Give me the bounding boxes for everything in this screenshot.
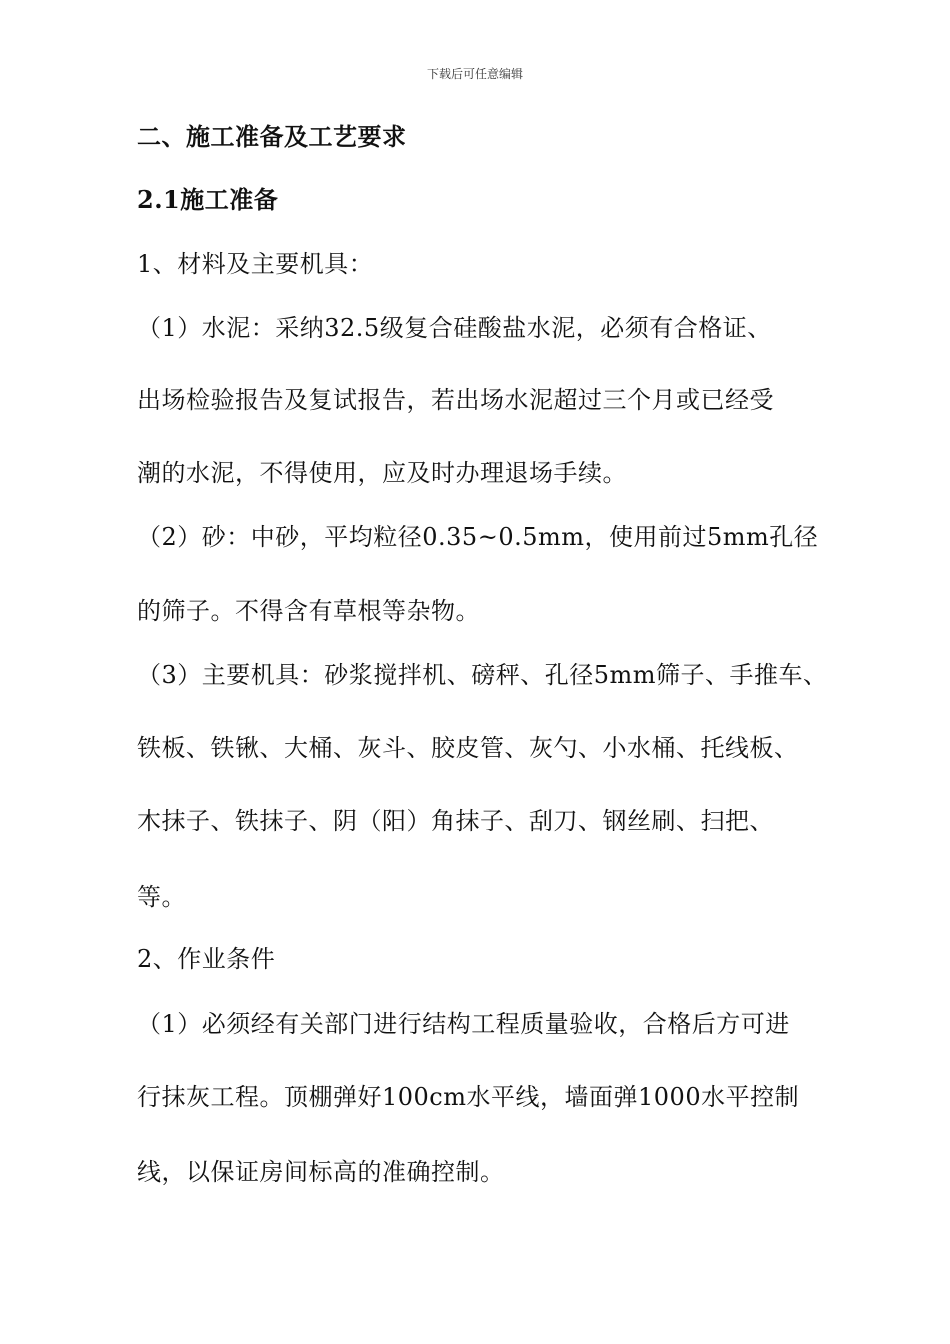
paragraph-line: （1）必须经有关部门进行结构工程质量验收，合格后方可进: [137, 1010, 790, 1038]
paragraph-line: 线，以保证房间标高的准确控制。: [137, 1158, 505, 1186]
paragraph-line: 木抹子、铁抹子、阴（阳）角抹子、刮刀、钢丝刷、扫把、: [137, 807, 774, 835]
paragraph-line: 出场检验报告及复试报告，若出场水泥超过三个月或已经受: [137, 386, 774, 414]
subsection-heading: 2.1施工准备: [137, 185, 279, 214]
paragraph-line: 1、材料及主要机具：: [137, 250, 374, 278]
paragraph-line: 潮的水泥，不得使用，应及时办理退场手续。: [137, 459, 627, 487]
header-note: 下载后可任意编辑: [426, 67, 523, 81]
paragraph-line: 铁板、铁锹、大桶、灰斗、胶皮管、灰勺、小水桶、托线板、: [137, 734, 799, 762]
paragraph-line: 2、作业条件: [137, 945, 276, 973]
paragraph-line: （3）主要机具：砂浆搅拌机、磅秤、孔径5mm筛子、手推车、: [137, 661, 828, 689]
paragraph-line: （2）砂：中砂，平均粒径0.35~0.5mm，使用前过5mm孔径: [137, 523, 819, 551]
section-heading: 二、施工准备及工艺要求: [137, 122, 407, 151]
paragraph-line: 的筛子。不得含有草根等杂物。: [137, 597, 480, 625]
paragraph-line: 行抹灰工程。顶棚弹好100cm水平线，墙面弹1000水平控制: [137, 1083, 800, 1111]
paragraph-line: （1）水泥：采纳32.5级复合硅酸盐水泥，必须有合格证、: [137, 314, 772, 342]
paragraph-line: 等。: [137, 883, 186, 911]
